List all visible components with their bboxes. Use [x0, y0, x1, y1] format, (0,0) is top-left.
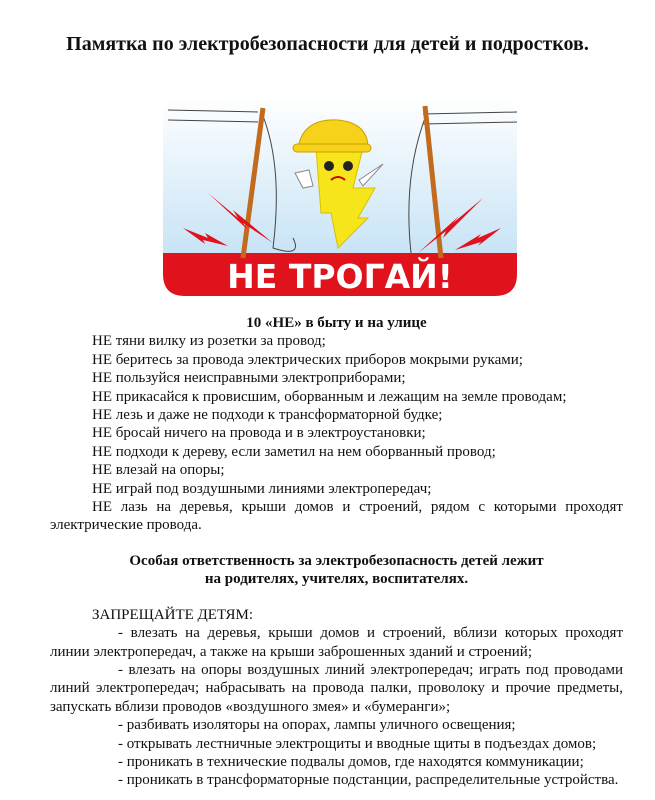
prohibit-item: - влезать на опоры воздушных линий электропередач; играть под проводами линий электропередач; набрасывать на провода палки, проволоку и прочие предметы, запускать вблизи проводов «воздушного змея» и «бумеранги»; — [50, 661, 623, 715]
document-body — [50, 314, 623, 790]
responsibility-line-1: Особая ответственность за электробезопасность детей лежит — [129, 552, 544, 569]
rule-item: НЕ лезь и даже не подходи к трансформаторной будке; — [92, 407, 443, 424]
rule-item: НЕ лазь на деревья, крыши домов и строений, рядом с которыми проходят электрические провода. — [50, 499, 623, 534]
rule-item: НЕ пользуйся неисправными электроприборами; — [92, 370, 406, 387]
page-title: Памятка по электробезопасности для детей и подростков. — [66, 33, 589, 55]
rule-item: НЕ играй под воздушными линиями электропередач; — [92, 480, 432, 497]
prohibit-item: - проникать в трансформаторные подстанции, распределительные устройства. — [118, 772, 619, 789]
rule-item: НЕ бросай ничего на провода и в электроустановки; — [92, 425, 426, 442]
rule-item: НЕ подходи к дереву, если заметил на нем оборванный провод; — [92, 443, 496, 460]
rule-item: НЕ беритесь за провода электрических приборов мокрыми руками; — [92, 351, 523, 368]
rule-item: НЕ влезай на опоры; — [92, 462, 225, 479]
do-not-touch-illustration — [163, 88, 517, 299]
rule-item: НЕ прикасайся к провисшим, оборванным и лежащим на земле проводам; — [92, 388, 567, 405]
prohibit-item: - проникать в технические подвалы домов, где находятся коммуникации; — [118, 753, 584, 770]
banner-text: НЕ ТРОГАЙ! — [227, 257, 453, 296]
responsibility-line-2: на родителях, учителях, воспитателях. — [204, 571, 469, 588]
rules-heading: 10 «НЕ» в быту и на улице — [246, 315, 427, 331]
prohibit-item: - разбивать изоляторы на опорах, лампы уличного освещения; — [118, 717, 516, 734]
prohibit-item: - влезать на деревья, крыши домов и строений, вблизи которых проходят линии электропередач, а также на крыши заброшенных зданий и строений; — [50, 625, 623, 660]
prohibit-item: - открывать лестничные электрощиты и вводные щиты в подъездах домов; — [118, 735, 597, 752]
prohibit-heading: ЗАПРЕЩАЙТЕ ДЕТЯМ: — [92, 606, 254, 623]
rule-item: НЕ тяни вилку из розетки за провод; — [92, 333, 326, 350]
